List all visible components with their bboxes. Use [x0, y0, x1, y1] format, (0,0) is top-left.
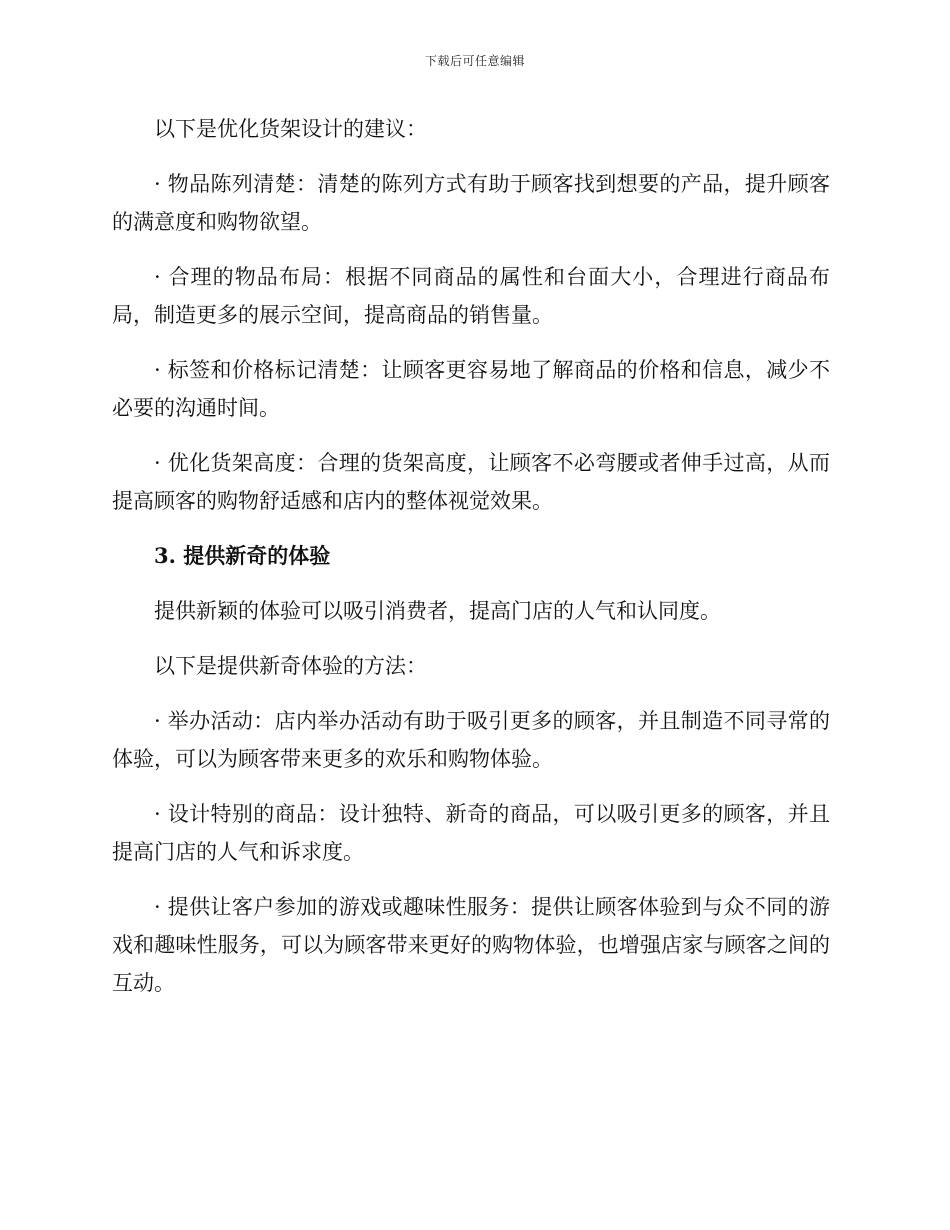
paragraph-bullet-games: · 提供让客户参加的游戏或趣味性服务：提供让顾客体验到与众不同的游戏和趣味性服务，可以为顾客带来更好的购物体验，也增强店家与顾客之间的互动。: [112, 895, 830, 995]
paragraph-bullet-display: · 物品陈列清楚：清楚的陈列方式有助于顾客找到想要的产品，提升顾客的满意度和购物欲望。: [112, 172, 830, 234]
document-body: [112, 110, 830, 1002]
paragraph-methods-intro: 以下是提供新奇体验的方法：: [154, 654, 427, 678]
paragraph-bullet-labels: · 标签和价格标记清楚：让顾客更容易地了解商品的价格和信息，减少不必要的沟通时间。: [112, 358, 830, 420]
page-header: 下载后可任意编辑: [424, 54, 525, 68]
paragraph-bullet-products: · 设计特别的商品：设计独特、新奇的商品，可以吸引更多的顾客，并且提高门店的人气和诉求度。: [112, 802, 830, 864]
paragraph-intro-shelf: 以下是优化货架设计的建议：: [154, 117, 427, 141]
section-heading: 3. 提供新奇的体验: [154, 543, 331, 568]
paragraph-experience-intro: 提供新颖的体验可以吸引消费者，提高门店的人气和认同度。: [154, 599, 721, 623]
paragraph-bullet-height: · 优化货架高度：合理的货架高度，让顾客不必弯腰或者伸手过高，从而提高顾客的购物舒适感和店内的整体视觉效果。: [112, 451, 830, 513]
paragraph-bullet-events: · 举办活动：店内举办活动有助于吸引更多的顾客，并且制造不同寻常的体验，可以为顾客带来更多的欢乐和购物体验。: [112, 709, 830, 771]
paragraph-bullet-layout: · 合理的物品布局：根据不同商品的属性和台面大小，合理进行商品布局，制造更多的展示空间，提高商品的销售量。: [112, 265, 830, 327]
